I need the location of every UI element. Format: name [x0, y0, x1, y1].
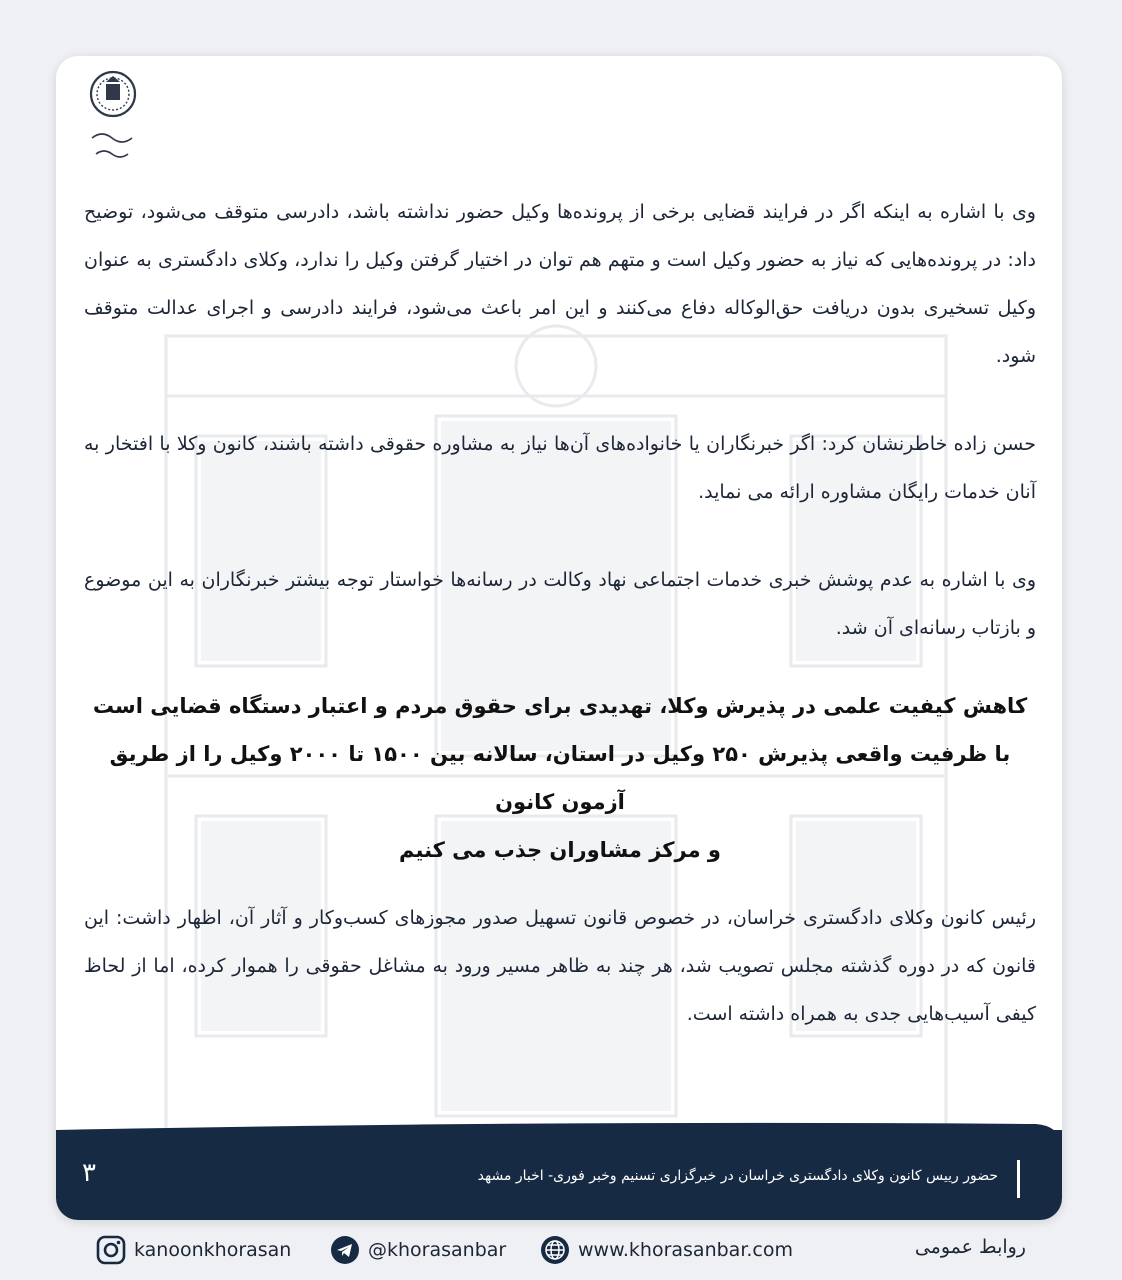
telegram-handle: @khorasanbar: [368, 1239, 507, 1261]
contact-bar: [0, 1230, 1122, 1270]
paragraph-media-coverage: وی با اشاره به عدم پوشش خبری خدمات اجتماعی نهاد وکالت در رسانه‌ها خواستار توجه بیشتر خبرنگاران به این موضوع و بازتاب رسانه‌ای آن شد.: [84, 569, 1036, 639]
telegram-icon: [330, 1235, 360, 1265]
paragraph-lawyer-presence: وی با اشاره به اینکه اگر در فرایند قضایی برخی از پرونده‌ها وکیل حضور نداشته باشد، دادرسی متوقف می‌شود، توضیح داد: در پرونده‌هایی که نیاز به حضور وکیل است و متهم هم توان در اختیار گرفتن وکیل را ندارد، وکلای دادگستری به عنوان وکیل تسخیری بدون دریافت حق‌الوکاله دفاع می‌کنند و این امر باعث می‌شود، فرایند دادرسی و اجرای عدالت متوقف شود.: [84, 201, 1036, 367]
telegram-contact[interactable]: [330, 1230, 506, 1270]
headline-line-3: و مرکز مشاوران جذب می کنیم: [399, 838, 721, 862]
footer-caption: حضور رییس کانون وکلای دادگستری خراسان در خبرگزاری تسنیم وخبر فوری- اخبار مشهد: [477, 1168, 998, 1184]
instagram-contact[interactable]: [96, 1230, 291, 1270]
headline-line-1: کاهش کیفیت علمی در پذیرش وکلا، تهدیدی برای حقوق مردم و اعتبار دستگاه قضایی است: [92, 694, 1028, 718]
article-content: [84, 188, 1036, 1038]
headline: [84, 682, 1036, 874]
website-url: www.khorasanbar.com: [578, 1239, 794, 1261]
globe-icon: [540, 1235, 570, 1265]
footer-divider: [1017, 1160, 1020, 1198]
public-relations-label: روابط عمومی: [914, 1236, 1026, 1258]
page-card: [56, 56, 1062, 1220]
institution-logo: [82, 68, 144, 168]
page-number: ۳: [82, 1158, 96, 1188]
website-contact[interactable]: [540, 1230, 793, 1270]
instagram-handle: kanoonkhorasan: [134, 1239, 292, 1261]
paragraph-business-license-law: رئیس کانون وکلای دادگستری خراسان، در خصوص قانون تسهیل صدور مجوزهای کسب‌وکار و آثار آن، اظهار داشت: این قانون که در دوره گذشته مجلس تصویب شد، هر چند به ظاهر مسیر ورود به مشاغل حقوقی را هموار کرده، اما از لحاظ کیفی آسیب‌هایی جدی به همراه داشته است.: [84, 907, 1036, 1025]
headline-line-2: با ظرفیت واقعی پذیرش ۲۵۰ وکیل در استان، سالانه بین ۱۵۰۰ تا ۲۰۰۰ وکیل را از طریق آزمون کانون: [109, 742, 1011, 814]
paragraph-free-counsel: حسن زاده خاطرنشان کرد: اگر خبرنگاران یا خانواده‌های آن‌ها نیاز به مشاوره حقوقی داشته باشند، کانون وکلا با افتخار به آنان خدمات رایگان مشاوره ارائه می نماید.: [84, 433, 1036, 503]
instagram-icon: [96, 1235, 126, 1265]
